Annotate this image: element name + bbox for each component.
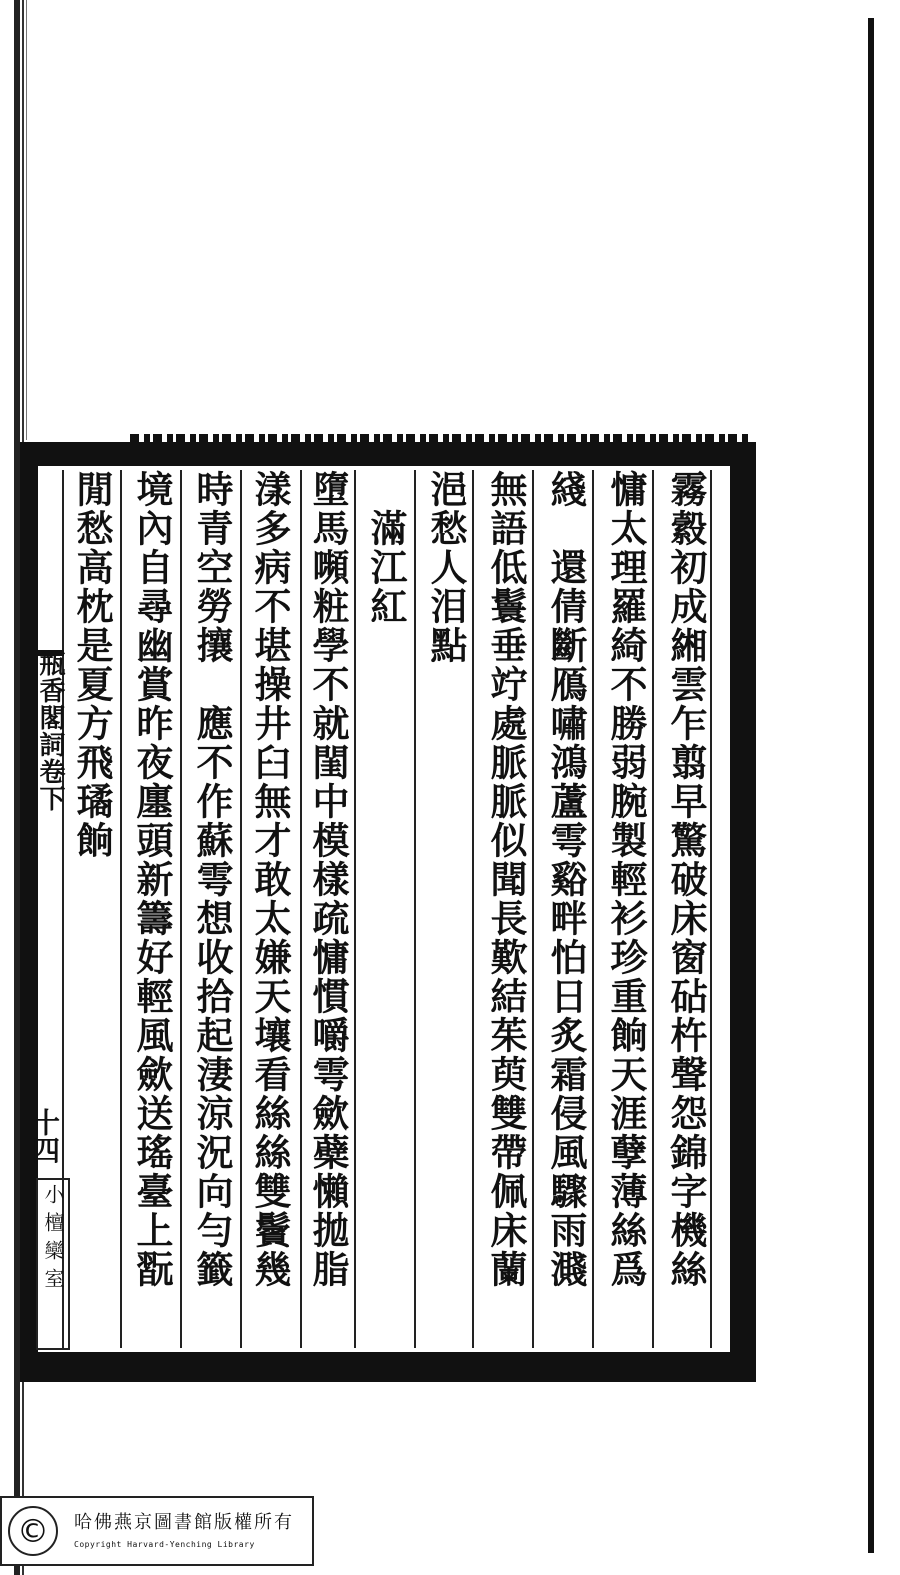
- column-rule: [652, 470, 654, 1348]
- poem-title-column: 滿江紅: [364, 470, 408, 626]
- copyright-icon: ©: [8, 1506, 58, 1556]
- text-column-2: 慵太理羅綺不勝弱腕製輕衫珍重餉天涯孽薄絲爲: [604, 470, 648, 1289]
- column-rule: [592, 470, 594, 1348]
- banxin-studio-name: 小檀欒室: [41, 1184, 65, 1296]
- scan-right-edge: [868, 18, 874, 1553]
- banxin-page-number: 十四: [28, 1108, 61, 1164]
- text-column-7: 墮馬嚬粧學不就閨中模樣疏慵慣嚼雩歛蘗懶拋脂: [306, 470, 350, 1289]
- text-column-4: 無語低鬟垂竚處脈脈似聞長歎結茱萸雙帶佩床蘭: [484, 470, 528, 1289]
- column-rule: [532, 470, 534, 1348]
- copyright-stamp: [0, 1496, 314, 1566]
- text-column-5: 浥愁人泪點: [424, 470, 468, 665]
- copyright-chinese: 哈佛燕京圖書館版權所有: [74, 1512, 294, 1533]
- binding-edge-faint: [26, 0, 27, 440]
- text-column-1: 霧縠初成緗雲乍翦早驚破床窗砧杵聲怨錦字機絲: [664, 470, 708, 1289]
- text-column-9: 時青空勞攘 應不作蘇雩想收拾起淒涼況向勻籤: [190, 470, 234, 1289]
- column-rule: [354, 470, 356, 1348]
- column-rule: [472, 470, 474, 1348]
- copyright-english: Copyright Harvard-Yenching Library: [74, 1540, 255, 1549]
- column-rule: [240, 470, 242, 1348]
- text-column-8: 漾多病不堪操井臼無才敢太嫌天壤看絲絲雙鬢幾: [248, 470, 292, 1289]
- column-rule: [180, 470, 182, 1348]
- text-column-11: 閒愁高枕是夏方飛璚餉: [70, 470, 114, 860]
- column-rule: [414, 470, 416, 1348]
- text-column-3: 綫 還倩斷鴈嘯鴻蘆雩谿畔怕日炙霜侵風驟雨濺: [544, 470, 588, 1289]
- banxin-title: 瓶香閣詞卷下: [35, 650, 65, 812]
- text-column-10: 境內自尋幽賞昨夜廛頭新籌好輕風歛送瑤臺上翫: [130, 470, 174, 1289]
- column-rule: [120, 470, 122, 1348]
